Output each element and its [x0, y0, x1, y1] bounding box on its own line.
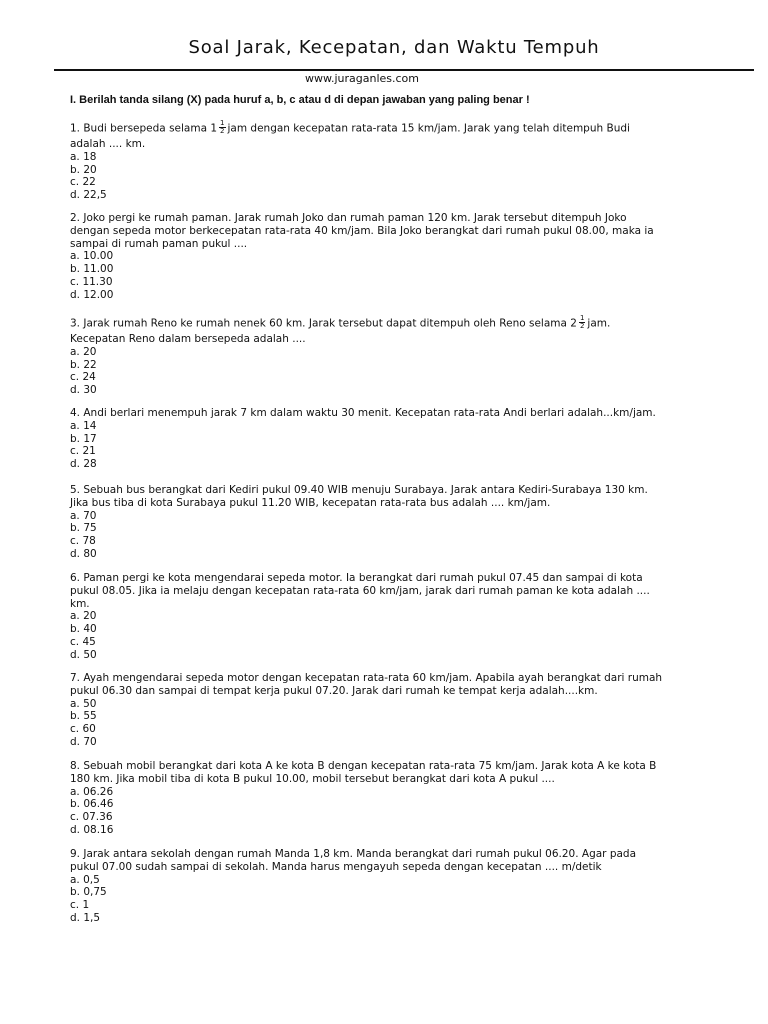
question-4-line-1: 4. Andi berlari menempuh jarak 7 km dalam waktu 30 menit. Kecepatan rata-rata Andi berlari adalah...km/jam.	[70, 407, 656, 419]
option-b[interactable]: b. 17	[70, 432, 97, 445]
question-3-line-2: Kecepatan Reno dalam bersepeda adalah ....	[70, 333, 306, 345]
option-d[interactable]: d. 50	[70, 648, 97, 661]
option-d[interactable]: d. 30	[70, 384, 97, 397]
option-b[interactable]: b. 75	[70, 522, 97, 535]
option-c[interactable]: c. 24	[70, 371, 96, 384]
instruction-text: I. Berilah tanda silang (X) pada huruf a, b, c atau d di depan jawaban yang paling benar !	[70, 94, 530, 106]
option-a[interactable]: a. 10.00	[70, 250, 114, 263]
question-1-stem	[70, 121, 750, 136]
option-b[interactable]: b. 11.00	[70, 263, 114, 276]
question-7-line-1: 7. Ayah mengendarai sepeda motor dengan kecepatan rata-rata 60 km/jam. Apabila ayah berangkat dari rumah	[70, 672, 663, 684]
question-8-line-1: 8. Sebuah mobil berangkat dari kota A ke kota B dengan kecepatan rata-rata 75 km/jam. Jarak kota A ke kota B	[70, 760, 657, 772]
question-7	[70, 672, 750, 749]
fraction-denominator: 2	[220, 127, 225, 135]
option-a[interactable]: a. 14	[70, 419, 97, 432]
question-1-text-b: jam dengan kecepatan rata-rata 15 km/jam. Jarak yang telah ditempuh Budi	[227, 122, 630, 135]
option-d[interactable]: d. 80	[70, 547, 97, 560]
option-b[interactable]: b. 06.46	[70, 798, 114, 811]
option-d[interactable]: d. 12.00	[70, 288, 114, 301]
question-5	[70, 484, 750, 561]
question-8-line-2: 180 km. Jika mobil tiba di kota B pukul 10.00, mobil tersebut berangkat dari kota A pukul ....	[70, 772, 555, 785]
option-c[interactable]: c. 07.36	[70, 811, 113, 824]
option-b[interactable]: b. 0,75	[70, 886, 107, 899]
option-d[interactable]: d. 70	[70, 735, 97, 748]
question-9-line-2: pukul 07.00 sudah sampai di sekolah. Manda harus mengayuh sepeda dengan kecepatan .... m/detik	[70, 860, 602, 873]
option-c[interactable]: c. 1	[70, 899, 90, 912]
option-a[interactable]: a. 70	[70, 509, 97, 522]
page-title: Soal Jarak, Kecepatan, dan Waktu Tempuh	[188, 37, 600, 58]
option-c[interactable]: c. 78	[70, 535, 96, 548]
option-a[interactable]: a. 0,5	[70, 873, 100, 886]
question-6-line-3: km.	[70, 597, 90, 610]
option-d[interactable]: d. 08.16	[70, 823, 114, 836]
option-c[interactable]: c. 22	[70, 176, 96, 189]
question-4	[70, 407, 750, 471]
question-8	[70, 760, 750, 837]
question-5-line-1: 5. Sebuah bus berangkat dari Kediri pukul 09.40 WIB menuju Surabaya. Jarak antara Kediri-Surabaya 130 km.	[70, 484, 648, 496]
option-a[interactable]: a. 20	[70, 610, 97, 623]
title-divider	[54, 69, 754, 71]
option-b[interactable]: b. 40	[70, 623, 97, 636]
website-url[interactable]: www.juraganles.com	[304, 72, 419, 85]
question-6-line-2: pukul 08.05. Jika ia melaju dengan kecepatan rata-rata 60 km/jam, jarak dari rumah paman ke kota adalah ....	[70, 584, 650, 597]
question-2	[70, 212, 750, 302]
question-5-line-2: Jika bus tiba di kota Surabaya pukul 11.20 WIB, kecepatan rata-rata bus adalah .... km/jam.	[70, 496, 551, 509]
question-6	[70, 572, 750, 662]
fraction-numerator: 1	[220, 119, 225, 127]
question-2-line-2: dengan sepeda motor berkecepatan rata-rata 40 km/jam. Bila Joko berangkat dari rumah pukul 08.00, maka ia	[70, 224, 654, 237]
question-1-text-a: 1. Budi bersepeda selama 1	[70, 122, 218, 135]
option-c[interactable]: c. 45	[70, 635, 96, 648]
option-a[interactable]: a. 50	[70, 697, 97, 710]
option-d[interactable]: d. 22,5	[70, 189, 107, 202]
option-c[interactable]: c. 60	[70, 723, 96, 736]
question-9	[70, 848, 750, 925]
question-1-line-2: adalah .... km.	[70, 138, 146, 150]
question-1	[70, 121, 750, 202]
question-7-line-2: pukul 06.30 dan sampai di tempat kerja pukul 07.20. Jarak dari rumah ke tempat kerja adalah....km.	[70, 684, 598, 697]
fraction-one-half	[579, 315, 585, 330]
fraction-one-half	[219, 120, 225, 135]
fraction-denominator: 2	[579, 322, 585, 330]
question-2-line-1: 2. Joko pergi ke rumah paman. Jarak rumah Joko dan rumah paman 120 km. Jarak tersebut ditempuh Joko	[70, 212, 627, 224]
question-3-text-a: 3. Jarak rumah Reno ke rumah nenek 60 km. Jarak tersebut dapat ditempuh oleh Reno selama 2	[70, 317, 577, 330]
option-a[interactable]: a. 18	[70, 150, 97, 163]
question-3	[70, 316, 750, 397]
option-d[interactable]: d. 1,5	[70, 911, 101, 924]
option-b[interactable]: b. 22	[70, 358, 97, 371]
option-c[interactable]: c. 21	[70, 445, 96, 458]
option-b[interactable]: b. 55	[70, 710, 97, 723]
question-3-stem	[70, 316, 750, 331]
question-3-text-b: jam.	[587, 317, 611, 330]
option-b[interactable]: b. 20	[70, 163, 97, 176]
question-6-line-1: 6. Paman pergi ke kota mengendarai sepeda motor. Ia berangkat dari rumah pukul 07.45 dan sampai di kota	[70, 572, 643, 584]
question-2-line-3: sampai di rumah paman pukul ....	[70, 237, 248, 250]
fraction-numerator: 1	[579, 314, 585, 322]
option-c[interactable]: c. 11.30	[70, 275, 113, 288]
option-a[interactable]: a. 20	[70, 345, 97, 358]
option-a[interactable]: a. 06.26	[70, 785, 114, 798]
option-d[interactable]: d. 28	[70, 458, 97, 471]
question-9-line-1: 9. Jarak antara sekolah dengan rumah Manda 1,8 km. Manda berangkat dari rumah pukul 06.20. Agar pada	[70, 848, 637, 860]
